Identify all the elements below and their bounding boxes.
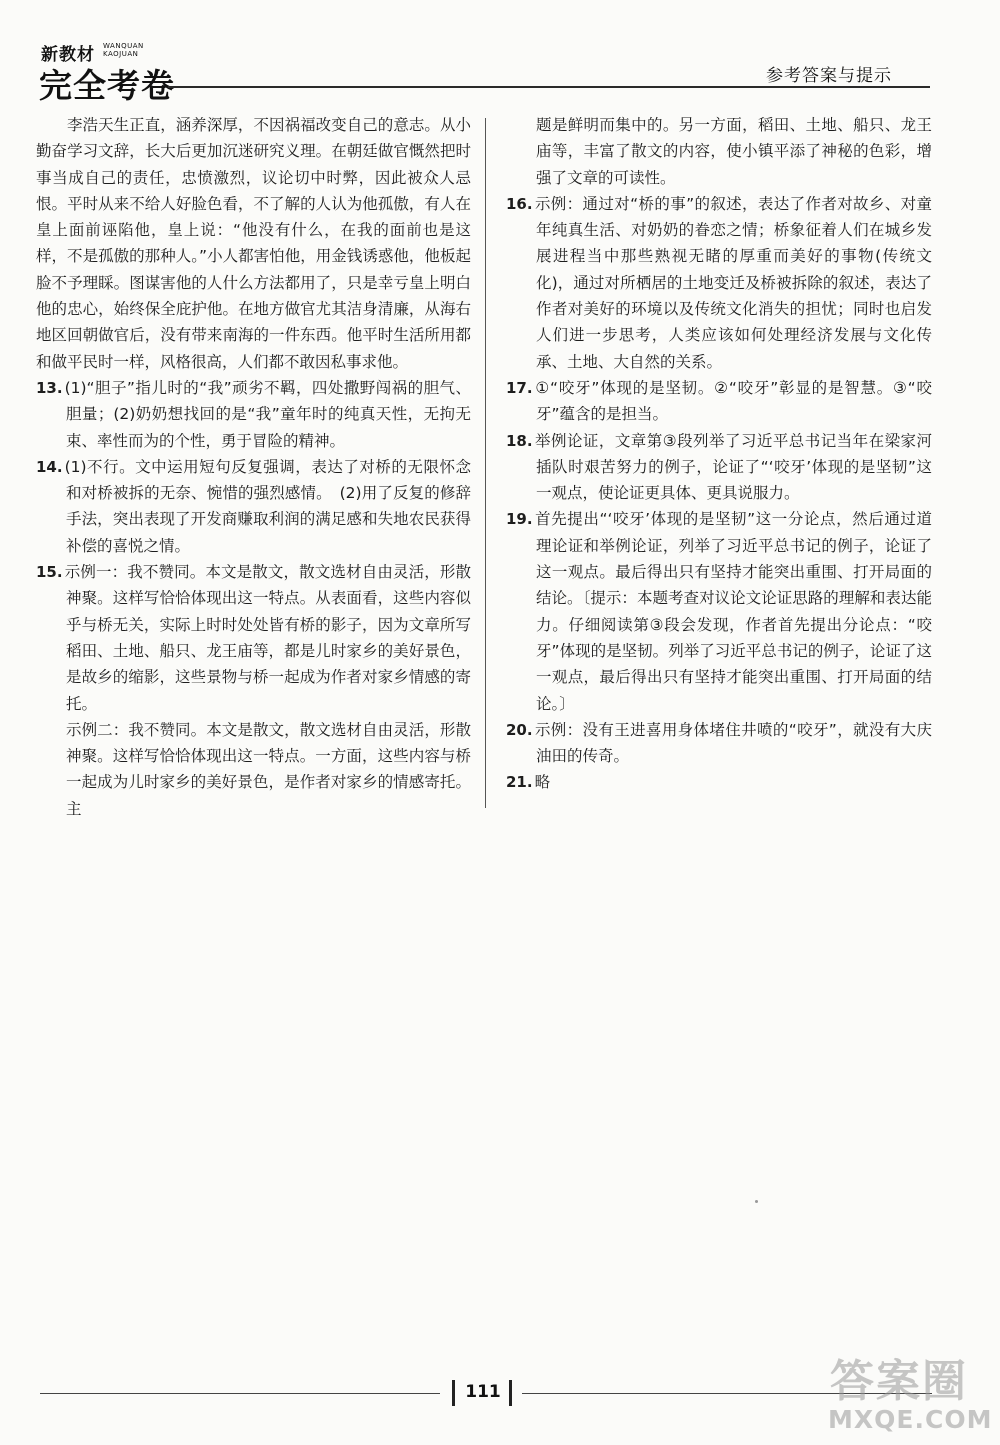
- item-text: 举例论证，文章第③段列举了习近平总书记当年在梁家河插队时艰苦努力的例子，论证了“‘咬牙’体现的是坚韧”这一观点，使论证更具体、更具说服力。: [534, 431, 932, 503]
- page-header: [0, 0, 1000, 110]
- answer-item-15: [36, 559, 471, 717]
- site-watermark: [820, 1345, 993, 1440]
- brand-pinyin-line-1: WANQUAN: [103, 42, 144, 50]
- answer-item-17: [506, 375, 932, 428]
- item-number: 14.: [36, 457, 63, 476]
- section-title: 参考答案与提示: [766, 66, 892, 86]
- watermark-logo-text: 答案圈: [830, 1356, 968, 1407]
- brand-logo-title: 完全考卷: [39, 66, 175, 105]
- answer-item-21: [506, 769, 932, 795]
- watermark-url: MXQE.COM: [828, 1405, 993, 1434]
- item-text: 示例一：我不赞同。本文是散文，散文选材自由灵活，形散神聚。这样写恰恰体现出这一特点。从表面看，这些内容似乎与桥无关，实际上时时处处皆有桥的影子，因为文章所写稻田、土地、船只、龙王庙等，都是儿时家乡的美好景色，是故乡的缩影，这些景物与桥一起成为作者对家乡情感的寄托。: [64, 563, 471, 713]
- brand-pinyin-line-2: KAOJUAN: [103, 50, 139, 58]
- header-rule: [168, 86, 930, 88]
- brand-subtitle: 新教材: [41, 45, 95, 65]
- item-number: 20.: [506, 720, 533, 739]
- answer-item-14: [36, 454, 471, 559]
- item-number: 13.: [36, 378, 63, 397]
- column-divider: [485, 118, 486, 808]
- answer-item-15-example-2: 示例二：我不赞同。本文是散文，散文选材自由灵活，形散神聚。这样写恰恰体现出这一特点。一方面，这些内容与桥一起成为儿时家乡的美好景色，是作者对家乡的情感寄托。主: [66, 720, 471, 818]
- item-number: 16.: [506, 194, 533, 213]
- answer-item-16: [506, 191, 932, 375]
- page-number: 111: [465, 1382, 501, 1402]
- item-number: 19.: [506, 510, 533, 529]
- scan-speck: [755, 1200, 758, 1203]
- item-number: 21.: [506, 773, 533, 792]
- answer-item-19: [506, 506, 932, 716]
- item-text: ①“咬牙”体现的是坚韧。②“咬牙”彰显的是智慧。③“咬牙”蕴含的是担当。: [534, 378, 932, 424]
- translation-paragraph: 李浩天生正直，涵养深厚，不因祸福改变自己的意志。从小勤奋学习文辞，长大后更加沉迷研究义理。在朝廷做官慨然把时事当成自己的责任，忠愤激烈，议论切中时弊，因此被众人忌恨。平时从来不给人好脸色看，不了解的人认为他孤傲，有人在皇上面前诬陷他，皇上说：“他没有什么，在我的面前也是这样，不是孤傲的那种人。”小人都害怕他，用金钱诱惑他，他板起脸不予理睬。图谋害他的人什么方法都用了，只是幸亏皇上明白他的忠心，始终保全庇护他。在地方做官尤其洁身清廉，从海右地区回朝做官后，没有带来南海的一件东西。他平时生活所用都和做平民时一样，风格很高，人们都不敢因私事求他。: [36, 116, 471, 371]
- footer-rule-left: [40, 1393, 440, 1394]
- item-text: 示例：通过对“桥的事”的叙述，表达了作者对故乡、对童年纯真生活、对奶奶的眷恋之情；桥象征着人们在城乡发展进程当中那些熟视无睹的厚重而美好的事物(传统文化)，通过对所栖居的土地变迁及桥被拆除的叙述，表达了作者对美好的环境以及传统文化消失的担忧；同时也启发人们进一步思考，人类应该如何处理经济发展与文化传承、土地、大自然的关系。: [534, 194, 932, 371]
- left-column: [36, 112, 471, 822]
- item-text: 首先提出“‘咬牙’体现的是坚韧”这一分论点，然后通过道理论证和举例论证，列举了习近平总书记的例子，论证了这一观点。最后得出只有坚持才能突出重围、打开局面的结论。〔提示：本题考查对议论文论证思路的理解和表达能力。仔细阅读第③段会发现，作者首先提出分论点：“咬牙”体现的是坚韧。列举了习近平总书记的例子，论证了这一观点，最后得出只有坚持才能突出重围、打开局面的结论。〕: [534, 510, 932, 713]
- right-column: [506, 112, 932, 796]
- item-text: 示例：没有王进喜用身体堵住井喷的“咬牙”，就没有大庆油田的传奇。: [534, 720, 932, 766]
- item-number: 18.: [506, 431, 533, 450]
- item-text: (1)不行。文中运用短句反复强调，表达了对桥的无限怀念和对桥被拆的无奈、惋惜的强烈感情。 (2)用了反复的修辞手法，突出表现了开发商赚取利润的满足感和失地农民获得补偿的喜悦之情。: [64, 457, 471, 555]
- footer-bar-right: [509, 1380, 512, 1406]
- brand-pinyin-tag: [103, 42, 144, 58]
- answer-item-20: [506, 717, 932, 770]
- item-number: 15.: [36, 563, 63, 582]
- answer-item-15-continuation: 题是鲜明而集中的。另一方面，稻田、土地、船只、龙王庙等，丰富了散文的内容，使小镇平添了神秘的色彩，增强了文章的可读性。: [536, 116, 932, 187]
- answer-item-13: [36, 375, 471, 454]
- item-text: 略: [534, 773, 551, 792]
- item-text: (1)“胆子”指儿时的“我”顽劣不羁，四处撒野闯祸的胆气、胆量；(2)奶奶想找回的是“我”童年时的纯真天性，无拘无束、率性而为的个性，勇于冒险的精神。: [64, 378, 471, 450]
- footer-bar-left: [452, 1380, 455, 1406]
- item-number: 17.: [506, 378, 533, 397]
- answer-item-18: [506, 428, 932, 507]
